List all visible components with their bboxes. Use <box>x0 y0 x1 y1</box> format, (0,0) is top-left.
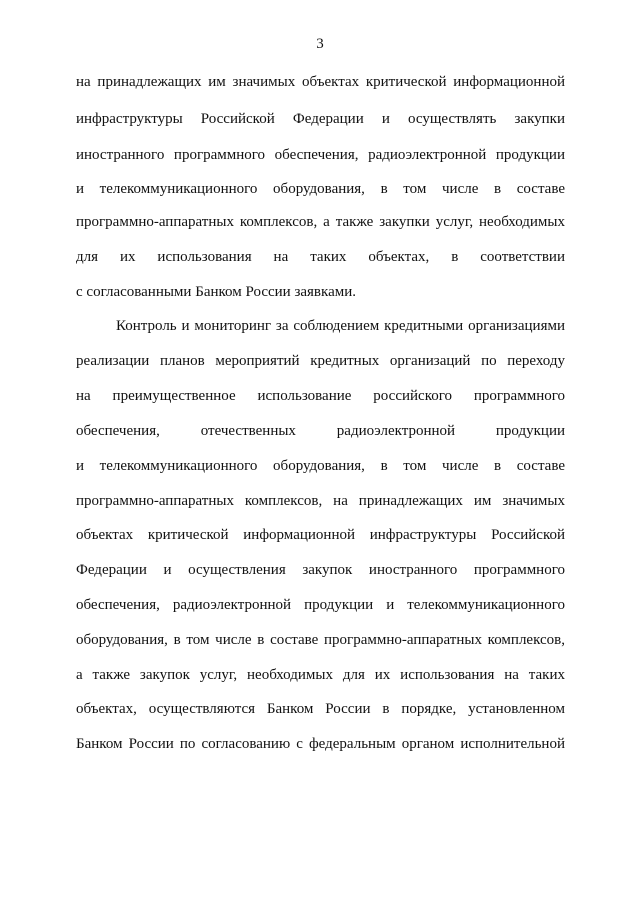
text-line: обеспечения, радиоэлектронной продукции и телекоммуникационного <box>76 597 565 613</box>
text-line: инфраструктуры Российской Федерации и осуществлять закупки <box>76 111 565 127</box>
text-line: и телекоммуникационного оборудования, в том числе в составе <box>76 181 565 197</box>
text-line: обеспечения, отечественных радиоэлектронной продукции <box>76 423 565 439</box>
paragraph-first-line: Контроль и мониторинг за соблюдением кредитными организациями <box>116 318 565 334</box>
text-line: программно-аппаратных комплексов, а также закупки услуг, необходимых <box>76 214 565 230</box>
text-line: реализации планов мероприятий кредитных организаций по переходу <box>76 353 565 369</box>
text-line: и телекоммуникационного оборудования, в том числе в составе <box>76 458 565 474</box>
text-line: объектах критической информационной инфраструктуры Российской <box>76 527 565 543</box>
text-line: на принадлежащих им значимых объектах критической информационной <box>76 74 565 90</box>
text-line: иностранного программного обеспечения, радиоэлектронной продукции <box>76 147 565 163</box>
text-line: Федерации и осуществления закупок иностранного программного <box>76 562 565 578</box>
text-line: для их использования на таких объектах, в соответствии <box>76 249 565 265</box>
text-line: программно-аппаратных комплексов, на принадлежащих им значимых <box>76 493 565 509</box>
text-line: оборудования, в том числе в составе программно-аппаратных комплексов, <box>76 632 565 648</box>
text-line: а также закупок услуг, необходимых для их использования на таких <box>76 667 565 683</box>
text-line: объектах, осуществляются Банком России в порядке, установленном <box>76 701 565 717</box>
text-line: с согласованными Банком России заявками. <box>76 284 356 300</box>
page-number: 3 <box>316 36 324 52</box>
text-line: Банком России по согласованию с федеральным органом исполнительной <box>76 736 565 752</box>
text-line: на преимущественное использование российского программного <box>76 388 565 404</box>
